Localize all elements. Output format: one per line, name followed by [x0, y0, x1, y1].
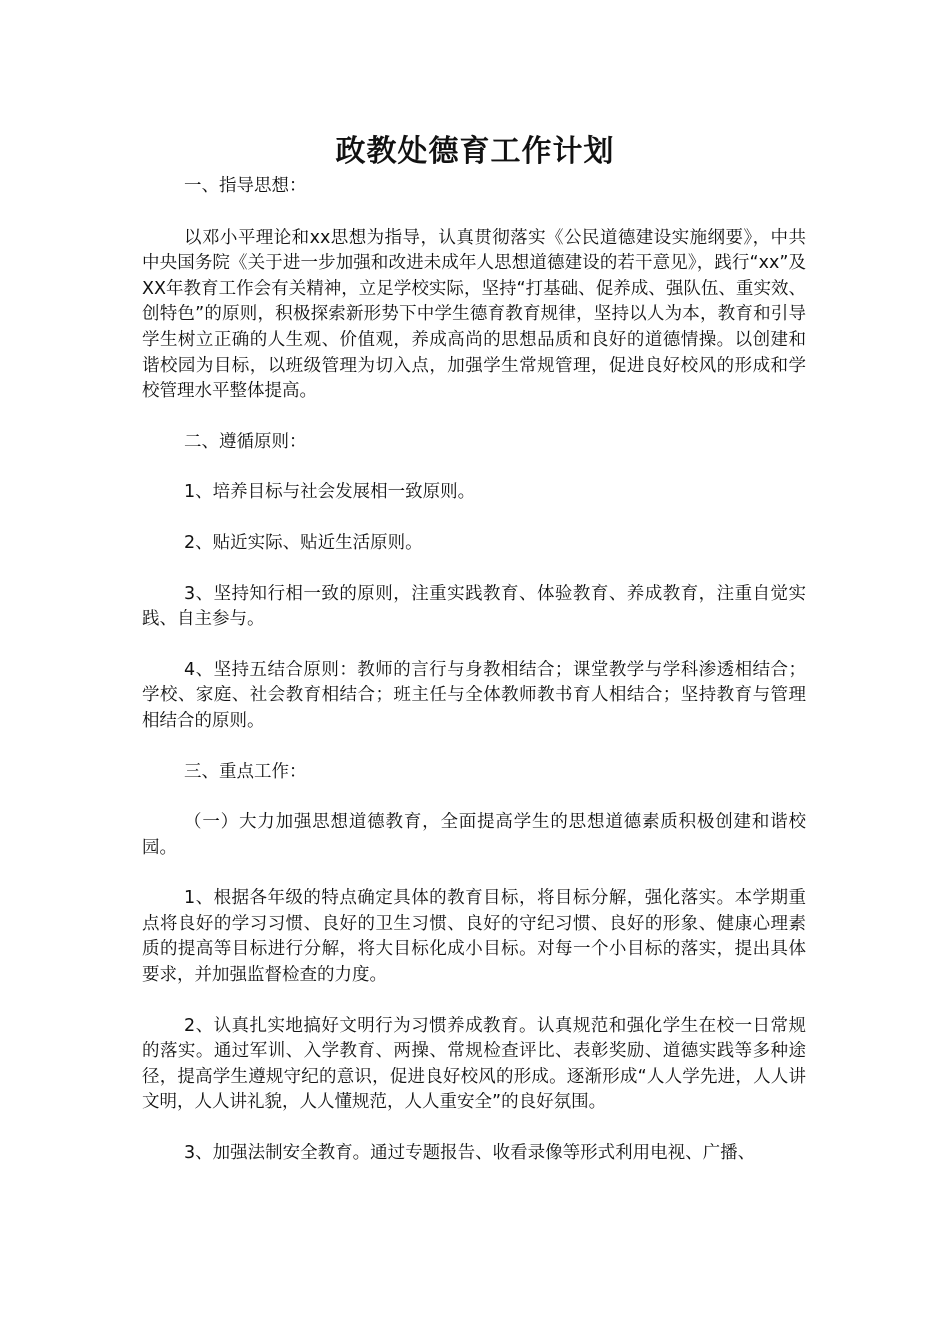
principle-item-4: 4、坚持五结合原则：教师的言行与身教相结合；课堂教学与学科渗透相结合；学校、家庭、社会教育相结合；班主任与全体教师教书育人相结合；坚持教育与管理相结合的原则。	[142, 659, 806, 731]
key-work-item-3: 3、加强法制安全教育。通过专题报告、收看录像等形式利用电视、广播、	[184, 1143, 756, 1164]
paragraph-guiding-thought: 以邓小平理论和xx思想为指导，认真贯彻落实《公民道德建设实施纲要》，中共中央国务院《关于进一步加强和改进未成年人思想道德建设的若干意见》，践行“xx”及XX年教育工作会有关精神，立足学校实际，坚持“打基础、促养成、强队伍、重实效、创特色”的原则，积极探索新形势下中学生德育教育规律，坚持以人为本，教育和引导学生树立正确的人生观、价值观，养成高尚的思想品质和良好的道德情操。以创建和谐校园为目标，以班级管理为切入点，加强学生常规管理，促进良好校风的形成和学校管理水平整体提高。	[142, 227, 806, 402]
section-heading-principles: 二、遵循原则：	[184, 431, 307, 452]
principle-item-1: 1、培养目标与社会发展相一致原则。	[184, 482, 476, 503]
document-title: 政教处德育工作计划	[335, 134, 615, 169]
key-work-item-1: 1、根据各年级的特点确定具体的教育目标，将目标分解，强化落实。本学期重点将良好的学习习惯、良好的卫生习惯、良好的守纪习惯、良好的形象、健康心理素质的提高等目标进行分解，将大目标化成小目标。对每一个小目标的落实，提出具体要求，并加强监督检查的力度。	[142, 888, 806, 986]
key-work-item-2: 2、认真扎实地搞好文明行为习惯养成教育。认真规范和强化学生在校一日常规的落实。通过军训、入学教育、两操、常规检查评比、表彰奖励、道德实践等多种途径，提高学生遵规守纪的意识，促进良好校风的形成。逐渐形成“人人学先进，人人讲文明，人人讲礼貌，人人懂规范，人人重安全”的良好氛围。	[142, 1015, 806, 1113]
document-body	[142, 174, 806, 1192]
section-heading-guiding-thought: 一、指导思想：	[184, 176, 307, 196]
principle-item-2: 2、贴近实际、贴近生活原则。	[184, 532, 423, 553]
key-work-subheading-1: （一）大力加强思想道德教育，全面提高学生的思想道德素质积极创建和谐校园。	[142, 812, 806, 858]
principle-item-3: 3、坚持知行相一致的原则，注重实践教育、体验教育、养成教育，注重自觉实践、自主参与。	[142, 583, 806, 630]
section-heading-key-work: 三、重点工作：	[184, 761, 307, 782]
